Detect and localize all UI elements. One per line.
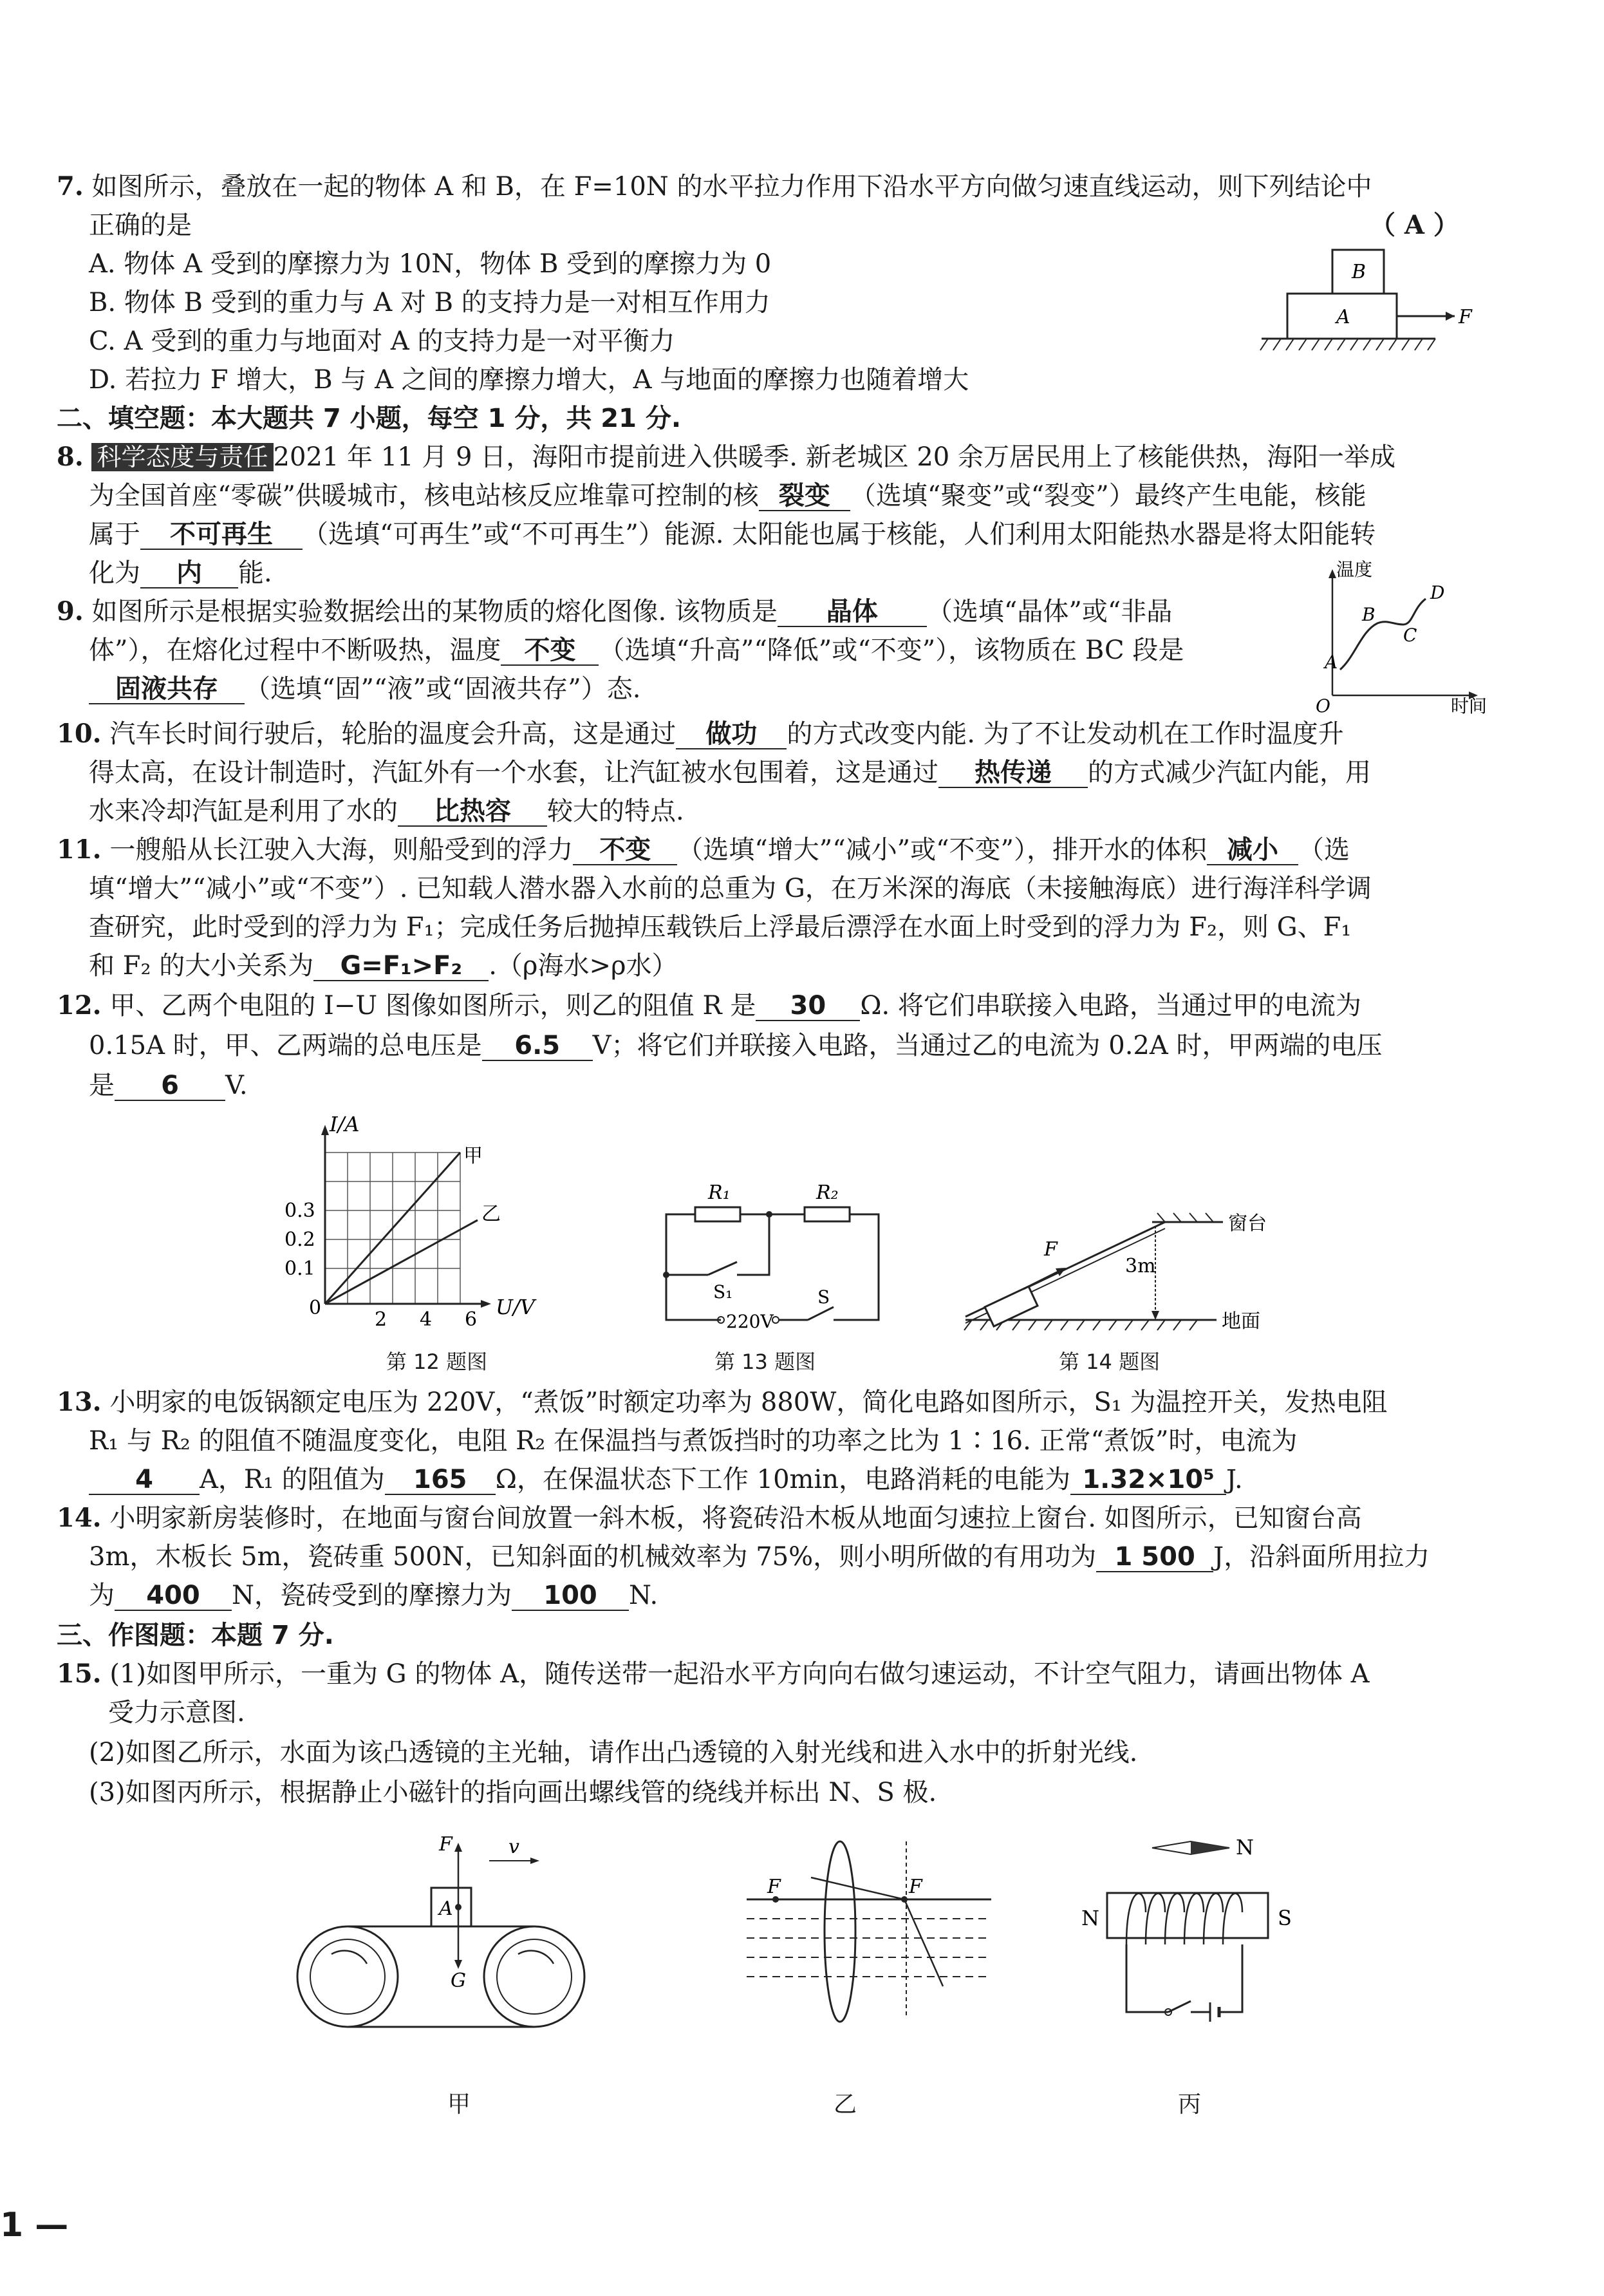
switch-s1 xyxy=(708,1262,737,1275)
q9-text2a: 体”），在熔化过程中不断吸热，温度 xyxy=(89,635,501,665)
y-tick-1: 0.1 xyxy=(284,1257,315,1280)
q14-text3a: 为 xyxy=(89,1581,115,1610)
q10-text2a: 得太高，在设计制造时，汽缸外有一个水套，让汽缸被水包围着，这是通过 xyxy=(89,758,938,787)
q8-number: 8. xyxy=(57,442,84,472)
height-label: 3m xyxy=(1125,1255,1156,1277)
q13-text3a: A，R₁ 的阻值为 xyxy=(200,1465,385,1494)
resistor-r2 xyxy=(805,1207,850,1221)
q8-text4b: 能. xyxy=(238,558,272,588)
q12-answer-3[interactable]: 6 xyxy=(115,1071,225,1101)
q11-answer-3[interactable]: G=F₁>F₂ xyxy=(313,952,489,981)
fig12-caption: 第 12 题图 xyxy=(386,1350,488,1374)
q14-text1: 小明家新房装修时，在地面与窗台间放置一斜木板，将瓷砖沿木板从地面匀速拉上窗台. 如图所示，已知窗台高 xyxy=(109,1503,1362,1533)
q13-answer-3[interactable]: 1.32×10⁵ xyxy=(1070,1465,1226,1495)
q11-answer-2[interactable]: 减小 xyxy=(1207,836,1298,865)
q13-line2: R₁ 与 R₂ 的阻值不随温度变化，电阻 R₂ 在保温挡与煮饭挡时的功率之比为 1∶16. 正常“煮饭”时，电流为 xyxy=(89,1426,1298,1456)
label-f: F xyxy=(439,1833,452,1856)
q14-number: 14. xyxy=(57,1503,102,1533)
label-a: A xyxy=(439,1897,453,1920)
q13-answer-2[interactable]: 165 xyxy=(385,1465,496,1495)
q9-text1a: 如图所示是根据实验数据绘出的某物质的熔化图像. 该物质是 xyxy=(91,597,778,626)
q10-text3a: 水来冷却汽缸是利用了水的 xyxy=(89,796,398,826)
q10-answer-2[interactable]: 热传递 xyxy=(938,758,1088,788)
q15-part2: (2)如图乙所示，水面为该凸透镜的主光轴，请作出凸透镜的入射光线和进入水中的折射光线. xyxy=(89,1738,1138,1767)
q10-line1 xyxy=(57,716,1344,752)
r2-label: R₂ xyxy=(816,1181,839,1204)
graph-ylabel: 温度 xyxy=(1336,559,1373,580)
q10-text1a: 汽车长时间行驶后，轮胎的温度会升高，这是通过 xyxy=(109,719,676,749)
origin-label: 0 xyxy=(309,1297,322,1319)
line-yi-label: 乙 xyxy=(481,1203,501,1225)
point-d: D xyxy=(1430,582,1445,603)
y-tick-3: 0.3 xyxy=(284,1200,315,1222)
q11-text1a: 一艘船从长江驶入大海，则船受到的浮力 xyxy=(109,835,574,865)
q12-text3a: 是 xyxy=(89,1071,115,1100)
q10-text3b: 较大的特点. xyxy=(547,796,684,826)
point-c: C xyxy=(1403,625,1417,646)
q12-iu-graph xyxy=(284,1112,579,1336)
section-3-title: 三、作图题：本题 7 分. xyxy=(57,1621,334,1650)
r1-label: R₁ xyxy=(708,1181,731,1204)
q7-option-d: D. 若拉力 F 增大，B 与 A 之间的摩擦力增大，A 与地面的摩擦力也随着增大 xyxy=(89,365,969,395)
q11-answer-1[interactable]: 不变 xyxy=(573,836,677,865)
q7-stem-line1: 如图所示，叠放在一起的物体 A 和 B，在 F=10N 的水平拉力作用下沿水平方向做匀速直线运动，则下列结论中 xyxy=(91,172,1372,202)
q7-stem xyxy=(57,169,1372,205)
q7-number: 7. xyxy=(57,171,84,202)
s-label: S xyxy=(817,1286,830,1308)
q13-text3b: Ω，在保温状态下工作 10min，电路消耗的电能为 xyxy=(495,1465,1071,1494)
q8-line4 xyxy=(89,555,272,591)
q13-number: 13. xyxy=(57,1387,102,1417)
q8-line3 xyxy=(89,516,1376,552)
q9-line3 xyxy=(89,671,640,707)
q14-line3 xyxy=(89,1577,658,1614)
page-number-value: 1 xyxy=(0,2206,24,2244)
q12-text3b: V. xyxy=(225,1071,248,1100)
q10-text2b: 的方式减少汽缸内能，用 xyxy=(1088,758,1371,787)
focus-left-label: F xyxy=(767,1876,781,1898)
q14-text2a: 3m，木板长 5m，瓷砖重 500N，已知斜面的机械效率为 75%，则小明所做的有用功为 xyxy=(89,1542,1097,1572)
q12-text1a: 甲、乙两个电阻的 I−U 图像如图所示，则乙的阻值 R 是 xyxy=(109,991,756,1021)
q11-line1 xyxy=(57,832,1350,868)
q8-text2b: （选填“聚变”或“裂变”）最终产生电能，核能 xyxy=(850,481,1366,511)
q8-tag-badge: 科学态度与责任 xyxy=(91,443,273,471)
q8-text4a: 化为 xyxy=(89,558,140,588)
point-a: A xyxy=(1325,652,1338,673)
point-b: B xyxy=(1362,604,1376,625)
q12-answer-1[interactable]: 30 xyxy=(756,992,860,1021)
q8-answer-3[interactable]: 内 xyxy=(140,559,238,588)
q15-line1 xyxy=(57,1656,1370,1692)
q14-line1 xyxy=(57,1500,1362,1536)
label-g: G xyxy=(451,1970,466,1992)
q10-answer-1[interactable]: 做功 xyxy=(676,720,787,749)
q9-answer-2[interactable]: 不变 xyxy=(501,636,599,666)
label-f: F xyxy=(1459,306,1472,328)
solenoid-core xyxy=(1107,1893,1268,1938)
water-lines xyxy=(747,1919,991,1977)
q8-text2a: 为全国首座“零碳”供暖城市，核电站核反应堆靠可控制的核 xyxy=(89,481,759,511)
q15-part3: (3)如图丙所示，根据静止小磁针的指向画出螺线管的绕线并标出 N、S 极. xyxy=(89,1778,937,1807)
q9-text3b: （选填“固”“液”或“固液共存”）态. xyxy=(245,674,641,704)
q11-line3: 查研究，此时受到的浮力为 F₁；完成任务后抛掉压载铁后上浮最后漂浮在水面上时受到的浮力为 F₂，则 G、F₁ xyxy=(89,912,1352,942)
q13-circuit xyxy=(657,1172,901,1339)
coil-windings xyxy=(1126,1894,1242,1944)
q10-line3 xyxy=(89,793,684,829)
fig-jia-caption: 甲 xyxy=(447,2091,471,2118)
q13-text1: 小明家的电饭锅额定电压为 220V，“煮饭”时额定功率为 880W，简化电路如图所示，S₁ 为温控开关，发热电阻 xyxy=(109,1388,1388,1417)
q13-text3c: J. xyxy=(1226,1465,1243,1494)
needle-n-label: N xyxy=(1236,1835,1254,1859)
force-label: F xyxy=(1044,1238,1058,1261)
q9-answer-1[interactable]: 晶体 xyxy=(778,598,927,627)
q12-line3 xyxy=(89,1068,248,1104)
fig-bing-caption: 丙 xyxy=(1178,2091,1202,2118)
q13-line1 xyxy=(57,1384,1388,1420)
q15-fig-yi xyxy=(734,1835,1004,2028)
q14-text2b: J，沿斜面所用拉力 xyxy=(1213,1542,1430,1572)
q11-text4a: 和 F₂ 的大小关系为 xyxy=(89,951,314,981)
voltage-label: 220V xyxy=(726,1311,774,1332)
q10-line2 xyxy=(89,755,1371,791)
q15-fig-bing xyxy=(1056,1822,1339,2035)
q9-answer-3[interactable]: 固液共存 xyxy=(89,675,245,704)
q15-number: 15. xyxy=(57,1659,102,1689)
q9-melting-graph xyxy=(1307,560,1500,715)
fig14-caption: 第 14 题图 xyxy=(1059,1350,1161,1374)
q9-number: 9. xyxy=(57,596,84,626)
refracted-ray xyxy=(904,1899,943,1986)
q12-line2 xyxy=(89,1028,1383,1064)
q11-number: 11. xyxy=(57,834,102,865)
focus-right-label: F xyxy=(909,1876,922,1898)
switch-s xyxy=(808,1307,834,1320)
q10-answer-3[interactable]: 比热容 xyxy=(398,797,547,827)
q14-incline xyxy=(953,1210,1287,1346)
q8-text1: 2021 年 11 月 9 日，海阳市提前进入供暖季. 新老城区 20 余万居民用上了核能供热，海阳一举成 xyxy=(273,442,1395,472)
graph-xlabel: 时间 xyxy=(1451,695,1487,717)
q14-answer-1[interactable]: 1 500 xyxy=(1096,1543,1213,1572)
q15-part1b: 受力示意图. xyxy=(108,1698,245,1727)
label-v: v xyxy=(508,1836,519,1858)
ground-label: 地面 xyxy=(1222,1310,1260,1333)
section-2-title: 二、填空题：本大题共 7 小题，每空 1 分，共 21 分. xyxy=(57,404,682,433)
q8-answer-2[interactable]: 不可再生 xyxy=(140,520,303,550)
y-tick-2: 0.2 xyxy=(284,1228,315,1251)
x-axis-label: U/V xyxy=(496,1295,535,1319)
q11-line2: 填“增大”“减小”或“不变”）. 已知载人潜水器入水前的总重为 G，在万米深的海底（未接触海底）进行海洋科学调 xyxy=(89,874,1372,903)
q12-text1b: Ω. 将它们串联接入电路，当通过甲的电流为 xyxy=(860,991,1361,1021)
resistor-r1 xyxy=(695,1207,740,1221)
right-roller xyxy=(484,1926,584,2027)
q14-line2 xyxy=(89,1539,1430,1575)
q11-line4 xyxy=(89,948,677,984)
s1-label: S₁ xyxy=(713,1281,733,1303)
pole-s-label: S xyxy=(1278,1906,1292,1930)
q9-text1b: （选填“晶体”或“非晶 xyxy=(926,597,1173,626)
q15-fig-jia xyxy=(296,1829,605,2054)
q12-answer-2[interactable]: 6.5 xyxy=(482,1031,593,1061)
q15-part1a: (1)如图甲所示，一重为 G 的物体 A，随传送带一起沿水平方向向右做匀速运动，不计空气阻力，请画出物体 A xyxy=(109,1659,1370,1689)
q7-stem-line2: 正确的是 xyxy=(89,211,192,240)
pole-n-label: N xyxy=(1081,1906,1099,1930)
q7-figure xyxy=(1249,243,1480,366)
q12-line1 xyxy=(57,988,1361,1024)
windowsill-label: 窗台 xyxy=(1228,1212,1267,1235)
q14-text3c: N. xyxy=(629,1581,658,1610)
x-tick-1: 2 xyxy=(375,1308,387,1331)
q8-line1 xyxy=(57,439,1395,475)
line-jia-label: 甲 xyxy=(463,1145,483,1167)
x-tick-3: 6 xyxy=(465,1308,478,1331)
q9-line2 xyxy=(89,632,1184,668)
velocity-arrow-icon xyxy=(530,1858,539,1864)
q9-line1 xyxy=(57,594,1172,630)
x-tick-2: 4 xyxy=(420,1308,433,1331)
y-axis-label: I/A xyxy=(330,1112,360,1136)
q8-answer-1[interactable]: 裂变 xyxy=(759,482,850,511)
q11-text1c: （选 xyxy=(1298,835,1350,865)
label-b: B xyxy=(1352,261,1366,283)
graph-origin: O xyxy=(1316,695,1330,717)
q7-answer: （ A ） xyxy=(1370,210,1459,240)
q10-number: 10. xyxy=(57,719,102,749)
q14-answer-2[interactable]: 400 xyxy=(115,1581,232,1611)
force-arrow-icon xyxy=(1446,312,1455,321)
q10-text1b: 的方式改变内能. 为了不让发动机在工作时温度升 xyxy=(787,719,1344,749)
q7-option-c: C. A 受到的重力与地面对 A 的支持力是一对平衡力 xyxy=(89,326,675,356)
q14-answer-3[interactable]: 100 xyxy=(512,1581,629,1611)
q12-number: 12. xyxy=(57,990,102,1021)
q13-line3 xyxy=(89,1462,1243,1498)
label-a: A xyxy=(1336,306,1350,328)
q8-text3a: 属于 xyxy=(89,520,140,549)
convex-lens xyxy=(825,1841,855,2022)
q12-text2b: V；将它们并联接入电路，当通过乙的电流为 0.2A 时，甲两端的电压 xyxy=(592,1031,1383,1060)
q7-option-a: A. 物体 A 受到的摩擦力为 10N，物体 B 受到的摩擦力为 0 xyxy=(89,249,772,279)
left-roller xyxy=(297,1926,398,2027)
q13-answer-1[interactable]: 4 xyxy=(89,1465,200,1495)
fig-yi-caption: 乙 xyxy=(834,2091,857,2118)
q8-line2 xyxy=(89,478,1366,514)
q12-text2a: 0.15A 时，甲、乙两端的总电压是 xyxy=(89,1031,482,1060)
q7-option-b: B. 物体 B 受到的重力与 A 对 B 的支持力是一对相互作用力 xyxy=(89,288,770,317)
q14-text3b: N，瓷砖受到的摩擦力为 xyxy=(232,1581,512,1610)
q9-text2b: （选填“升高”“降低”或“不变”），该物质在 BC 段是 xyxy=(599,635,1184,665)
q8-text3b: （选填“可再生”或“不可再生”）能源. 太阳能也属于核能，人们利用太阳能热水器是将太阳能转 xyxy=(303,520,1376,549)
page-number: 1 — xyxy=(0,2206,69,2244)
q11-text1b: （选填“增大”“减小”或“不变”），排开水的体积 xyxy=(677,835,1208,865)
q11-text4b: .（ρ海水>ρ水） xyxy=(489,951,678,981)
fig13-caption: 第 13 题图 xyxy=(714,1350,816,1374)
